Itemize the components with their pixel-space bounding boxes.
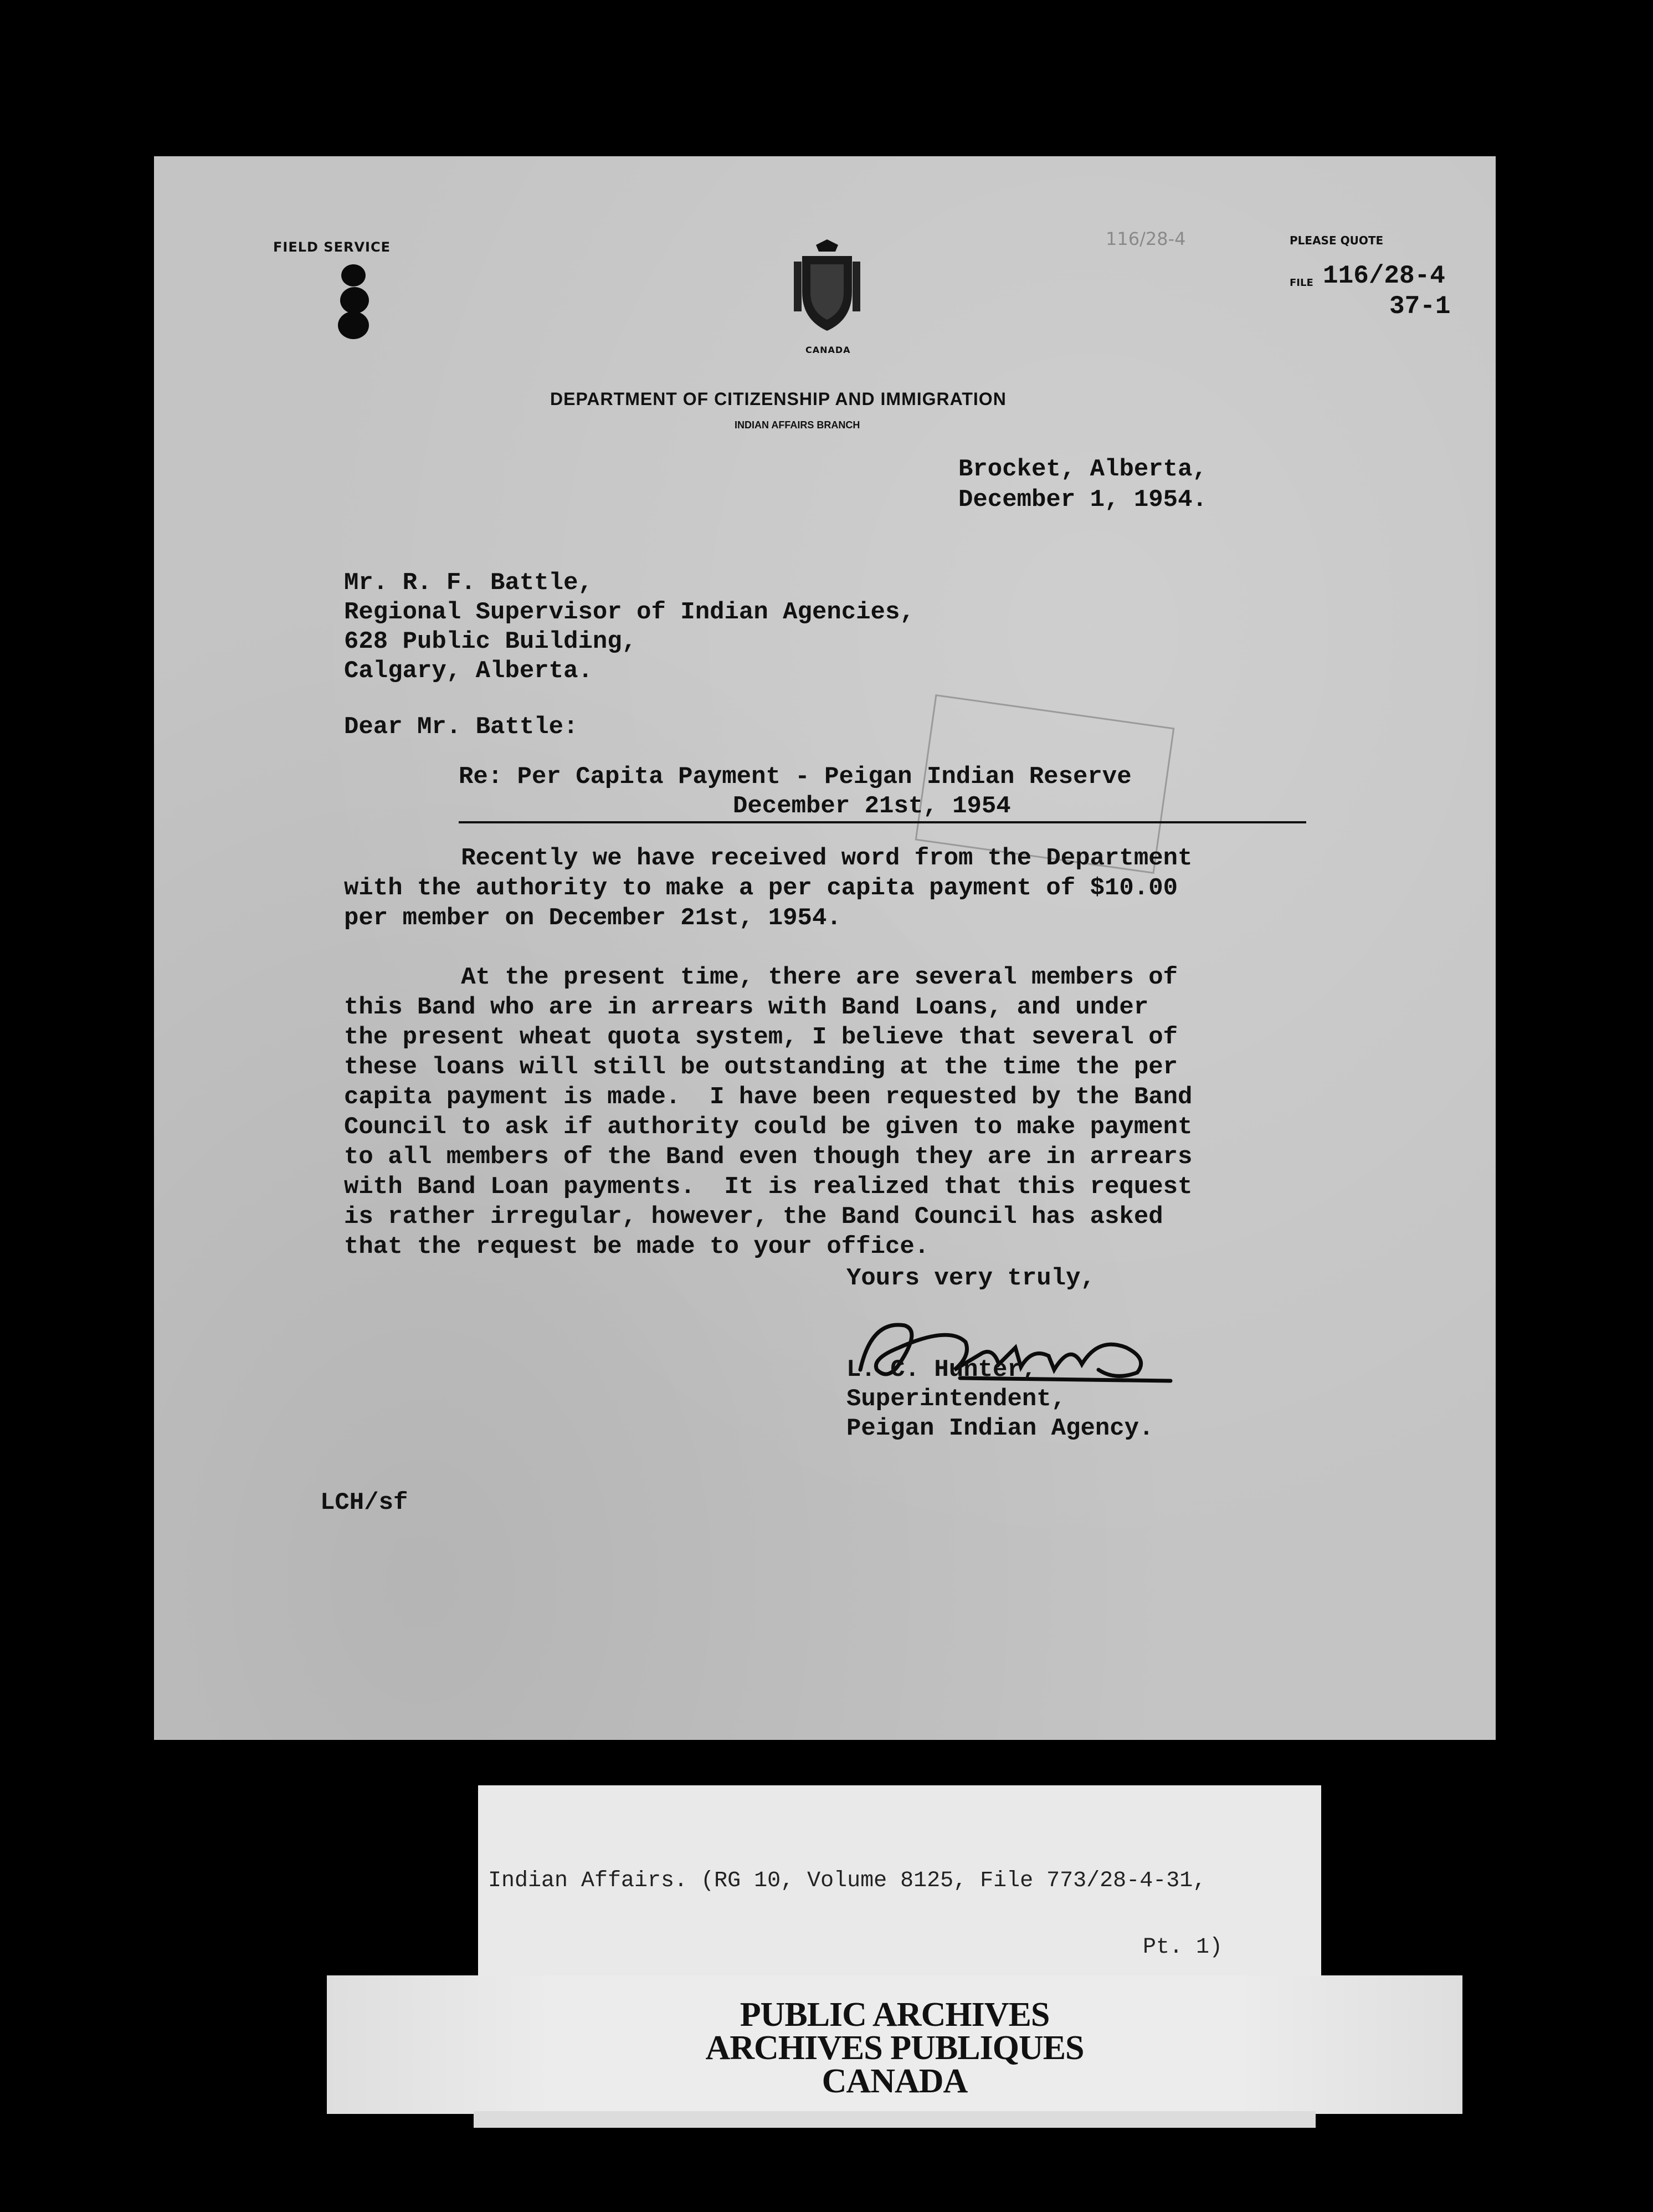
department-name: DEPARTMENT OF CITIZENSHIP AND IMMIGRATION — [550, 389, 1007, 409]
branch-name: INDIAN AFFAIRS BRANCH — [735, 419, 860, 431]
canada-crest-icon — [791, 239, 863, 334]
signatory-name: L. C. Hunter, — [846, 1356, 1037, 1384]
canada-label: CANADA — [805, 345, 851, 355]
archive-label-strip — [327, 1975, 1462, 2114]
file-prefix-label: FILE — [1290, 277, 1313, 289]
signatory-agency: Peigan Indian Agency. — [846, 1415, 1154, 1442]
file-number: 116/28-4 — [1323, 262, 1445, 290]
archive-label-english: PUBLIC ARCHIVES — [740, 1996, 1050, 2034]
please-quote-label: PLEASE QUOTE — [1290, 234, 1384, 247]
archive-reference-line-1: Indian Affairs. (RG 10, Volume 8125, File 773/28-4-31, — [488, 1868, 1207, 1893]
subject-line: Re: Per Capita Payment - Peigan Indian Reserve — [459, 763, 1132, 791]
letter-place: Brocket, Alberta, — [958, 455, 1207, 483]
file-number-secondary: 37-1 — [1389, 292, 1451, 321]
salutation: Dear Mr. Battle: — [344, 713, 578, 741]
letter-page — [154, 156, 1496, 1740]
valediction: Yours very truly, — [846, 1264, 1095, 1292]
typist-initials: LCH/sf — [320, 1489, 408, 1517]
subject-underline — [459, 821, 1306, 823]
faint-stamp-number: 116/28-4 — [1106, 228, 1186, 249]
field-service-label: FIELD SERVICE — [273, 239, 391, 255]
body-paragraph-1: Recently we have received word from the Department with the authority to make a per capita payment of $10.00 per member on December 21st, 1954. — [344, 844, 1193, 932]
archive-label-french: ARCHIVES PUBLIQUES — [705, 2029, 1084, 2067]
letter-date: December 1, 1954. — [958, 486, 1207, 514]
recipient-title: Regional Supervisor of Indian Agencies, — [344, 598, 915, 626]
ink-blot-mark — [337, 259, 371, 342]
recipient-city: Calgary, Alberta. — [344, 657, 593, 685]
recipient-address: 628 Public Building, — [344, 628, 637, 656]
subject-date: December 21st, 1954 — [733, 792, 1011, 820]
archive-label-edge — [474, 2111, 1316, 2128]
archive-label-country: CANADA — [822, 2062, 968, 2100]
recipient-name: Mr. R. F. Battle, — [344, 569, 593, 597]
archive-reference-line-2: Pt. 1) — [1143, 1935, 1223, 1960]
signatory-title: Superintendent, — [846, 1385, 1066, 1413]
body-paragraph-2: At the present time, there are several members of this Band who are in arrears with Band Loans, and under the present wheat quota system, I believe that several of these loans will still be outstanding at the time the per capita payment is made. I have been requested by the Band Council to ask if authority could be given to make payment to all members of the Band even though they are in arrears with Band Loan payments. It is realized that this request is rather irregular, however, the Band Council has asked that the request be made to your office. — [344, 964, 1193, 1261]
